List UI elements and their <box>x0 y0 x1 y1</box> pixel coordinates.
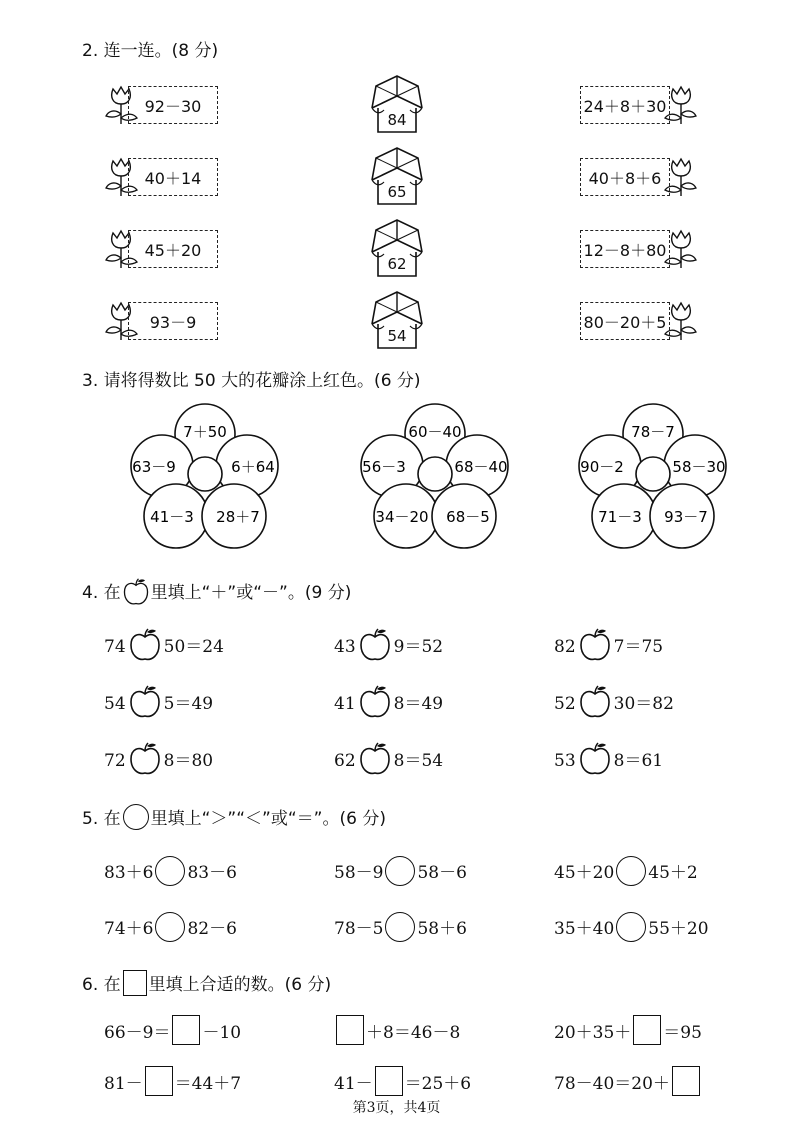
house-number: 54 <box>387 327 407 345</box>
petal-right-label: 58－30 <box>672 458 726 476</box>
answer-box[interactable] <box>633 1015 661 1045</box>
section4-title: 4. 在 里填上“＋”或“－”。(9 分) <box>82 578 351 606</box>
compare-expression: 45＋20 45＋2 <box>554 856 698 888</box>
apple-operator-slot[interactable] <box>579 628 611 662</box>
section3-title: 3. 请将得数比 50 大的花瓣涂上红色。(6 分) <box>82 371 421 391</box>
flower-center <box>636 457 670 491</box>
fill-equation: 81－ ＝44＋7 <box>104 1066 241 1099</box>
compare-slot[interactable] <box>385 912 415 942</box>
petal-left-label: 63－9 <box>132 458 176 476</box>
apple-operator-slot[interactable] <box>129 628 161 662</box>
right-expression-box[interactable]: 12－8＋80 <box>580 230 670 268</box>
petal-right-label: 68－40 <box>454 458 508 476</box>
right-expression-box[interactable]: 80－20＋5 <box>580 302 670 340</box>
left-expression-box[interactable]: 45＋20 <box>128 230 218 268</box>
section2-title: 2. 连一连。(8 分) <box>82 41 219 61</box>
apple-operator-slot[interactable] <box>359 742 391 776</box>
house-number: 84 <box>387 111 407 129</box>
apple-equation: 53 8＝61 <box>554 742 663 776</box>
apple-equation: 74 50＝24 <box>104 628 224 662</box>
house-number: 65 <box>387 183 407 201</box>
petal-top-label: 7＋50 <box>183 423 227 441</box>
flower-diagram-3 <box>568 400 738 552</box>
compare-slot[interactable] <box>155 856 185 886</box>
answer-box[interactable] <box>672 1066 700 1096</box>
answer-box[interactable] <box>375 1066 403 1096</box>
apple-operator-slot[interactable] <box>579 685 611 719</box>
fill-equation: 41－ ＝25＋6 <box>334 1066 471 1099</box>
flower-icon <box>664 228 698 270</box>
apple-operator-slot[interactable] <box>129 742 161 776</box>
apple-icon <box>121 578 151 606</box>
flower-center <box>188 457 222 491</box>
section6-title: 6. 在 里填上合适的数。(6 分) <box>82 970 331 996</box>
right-expression-box[interactable]: 40＋8＋6 <box>580 158 670 196</box>
left-expression-box[interactable]: 40＋14 <box>128 158 218 196</box>
compare-slot[interactable] <box>616 856 646 886</box>
apple-equation: 82 7＝75 <box>554 628 663 662</box>
apple-operator-slot[interactable] <box>579 742 611 776</box>
fill-equation: ＋8＝46－8 <box>334 1015 460 1048</box>
left-expression-box[interactable]: 92－30 <box>128 86 218 124</box>
right-expression-box[interactable]: 24＋8＋30 <box>580 86 670 124</box>
petal-bottom-right-label: 93－7 <box>664 508 708 526</box>
apple-equation: 54 5＝49 <box>104 685 213 719</box>
petal-left-label: 56－3 <box>362 458 406 476</box>
flower-icon <box>664 300 698 342</box>
compare-expression: 83＋6 83－6 <box>104 856 237 888</box>
answer-box[interactable] <box>336 1015 364 1045</box>
flower-diagram-2 <box>350 400 520 552</box>
flower-center <box>418 457 452 491</box>
apple-equation: 62 8＝54 <box>334 742 443 776</box>
petal-left-label: 90－2 <box>580 458 624 476</box>
section5-title: 5. 在 里填上“＞”“＜”或“＝”。(6 分) <box>82 804 386 830</box>
compare-slot[interactable] <box>155 912 185 942</box>
flower-icon <box>664 84 698 126</box>
petal-right-label: 6＋64 <box>231 458 275 476</box>
fill-equation: 20＋35＋ ＝95 <box>554 1015 702 1048</box>
compare-expression: 58－9 58－6 <box>334 856 467 888</box>
house-number: 62 <box>387 255 407 273</box>
apple-operator-slot[interactable] <box>359 628 391 662</box>
apple-operator-slot[interactable] <box>359 685 391 719</box>
fill-equation: 78－40＝20＋ <box>554 1066 702 1099</box>
petal-bottom-left-label: 71－3 <box>598 508 642 526</box>
compare-expression: 78－5 58＋6 <box>334 912 467 944</box>
compare-expression: 35＋40 55＋20 <box>554 912 709 944</box>
compare-slot[interactable] <box>616 912 646 942</box>
petal-bottom-left-label: 41－3 <box>150 508 194 526</box>
compare-expression: 74＋6 82－6 <box>104 912 237 944</box>
circle-slot-icon <box>123 804 149 830</box>
compare-slot[interactable] <box>385 856 415 886</box>
apple-equation: 72 8＝80 <box>104 742 213 776</box>
left-expression-box[interactable]: 93－9 <box>128 302 218 340</box>
petal-bottom-right-label: 68－5 <box>446 508 490 526</box>
answer-box[interactable] <box>172 1015 200 1045</box>
apple-equation: 52 30＝82 <box>554 685 674 719</box>
apple-equation: 43 9＝52 <box>334 628 443 662</box>
page-footer: 第3页，共4页 <box>352 1100 441 1116</box>
box-slot-icon <box>123 970 147 996</box>
fill-equation: 66－9＝ －10 <box>104 1015 241 1048</box>
petal-bottom-right-label: 28＋7 <box>216 508 260 526</box>
answer-box[interactable] <box>145 1066 173 1096</box>
petal-top-label: 78－7 <box>631 423 675 441</box>
petal-top-label: 60－40 <box>408 423 462 441</box>
apple-operator-slot[interactable] <box>129 685 161 719</box>
apple-equation: 41 8＝49 <box>334 685 443 719</box>
flower-diagram-1 <box>120 400 290 552</box>
flower-icon <box>664 156 698 198</box>
petal-bottom-left-label: 34－20 <box>375 508 429 526</box>
